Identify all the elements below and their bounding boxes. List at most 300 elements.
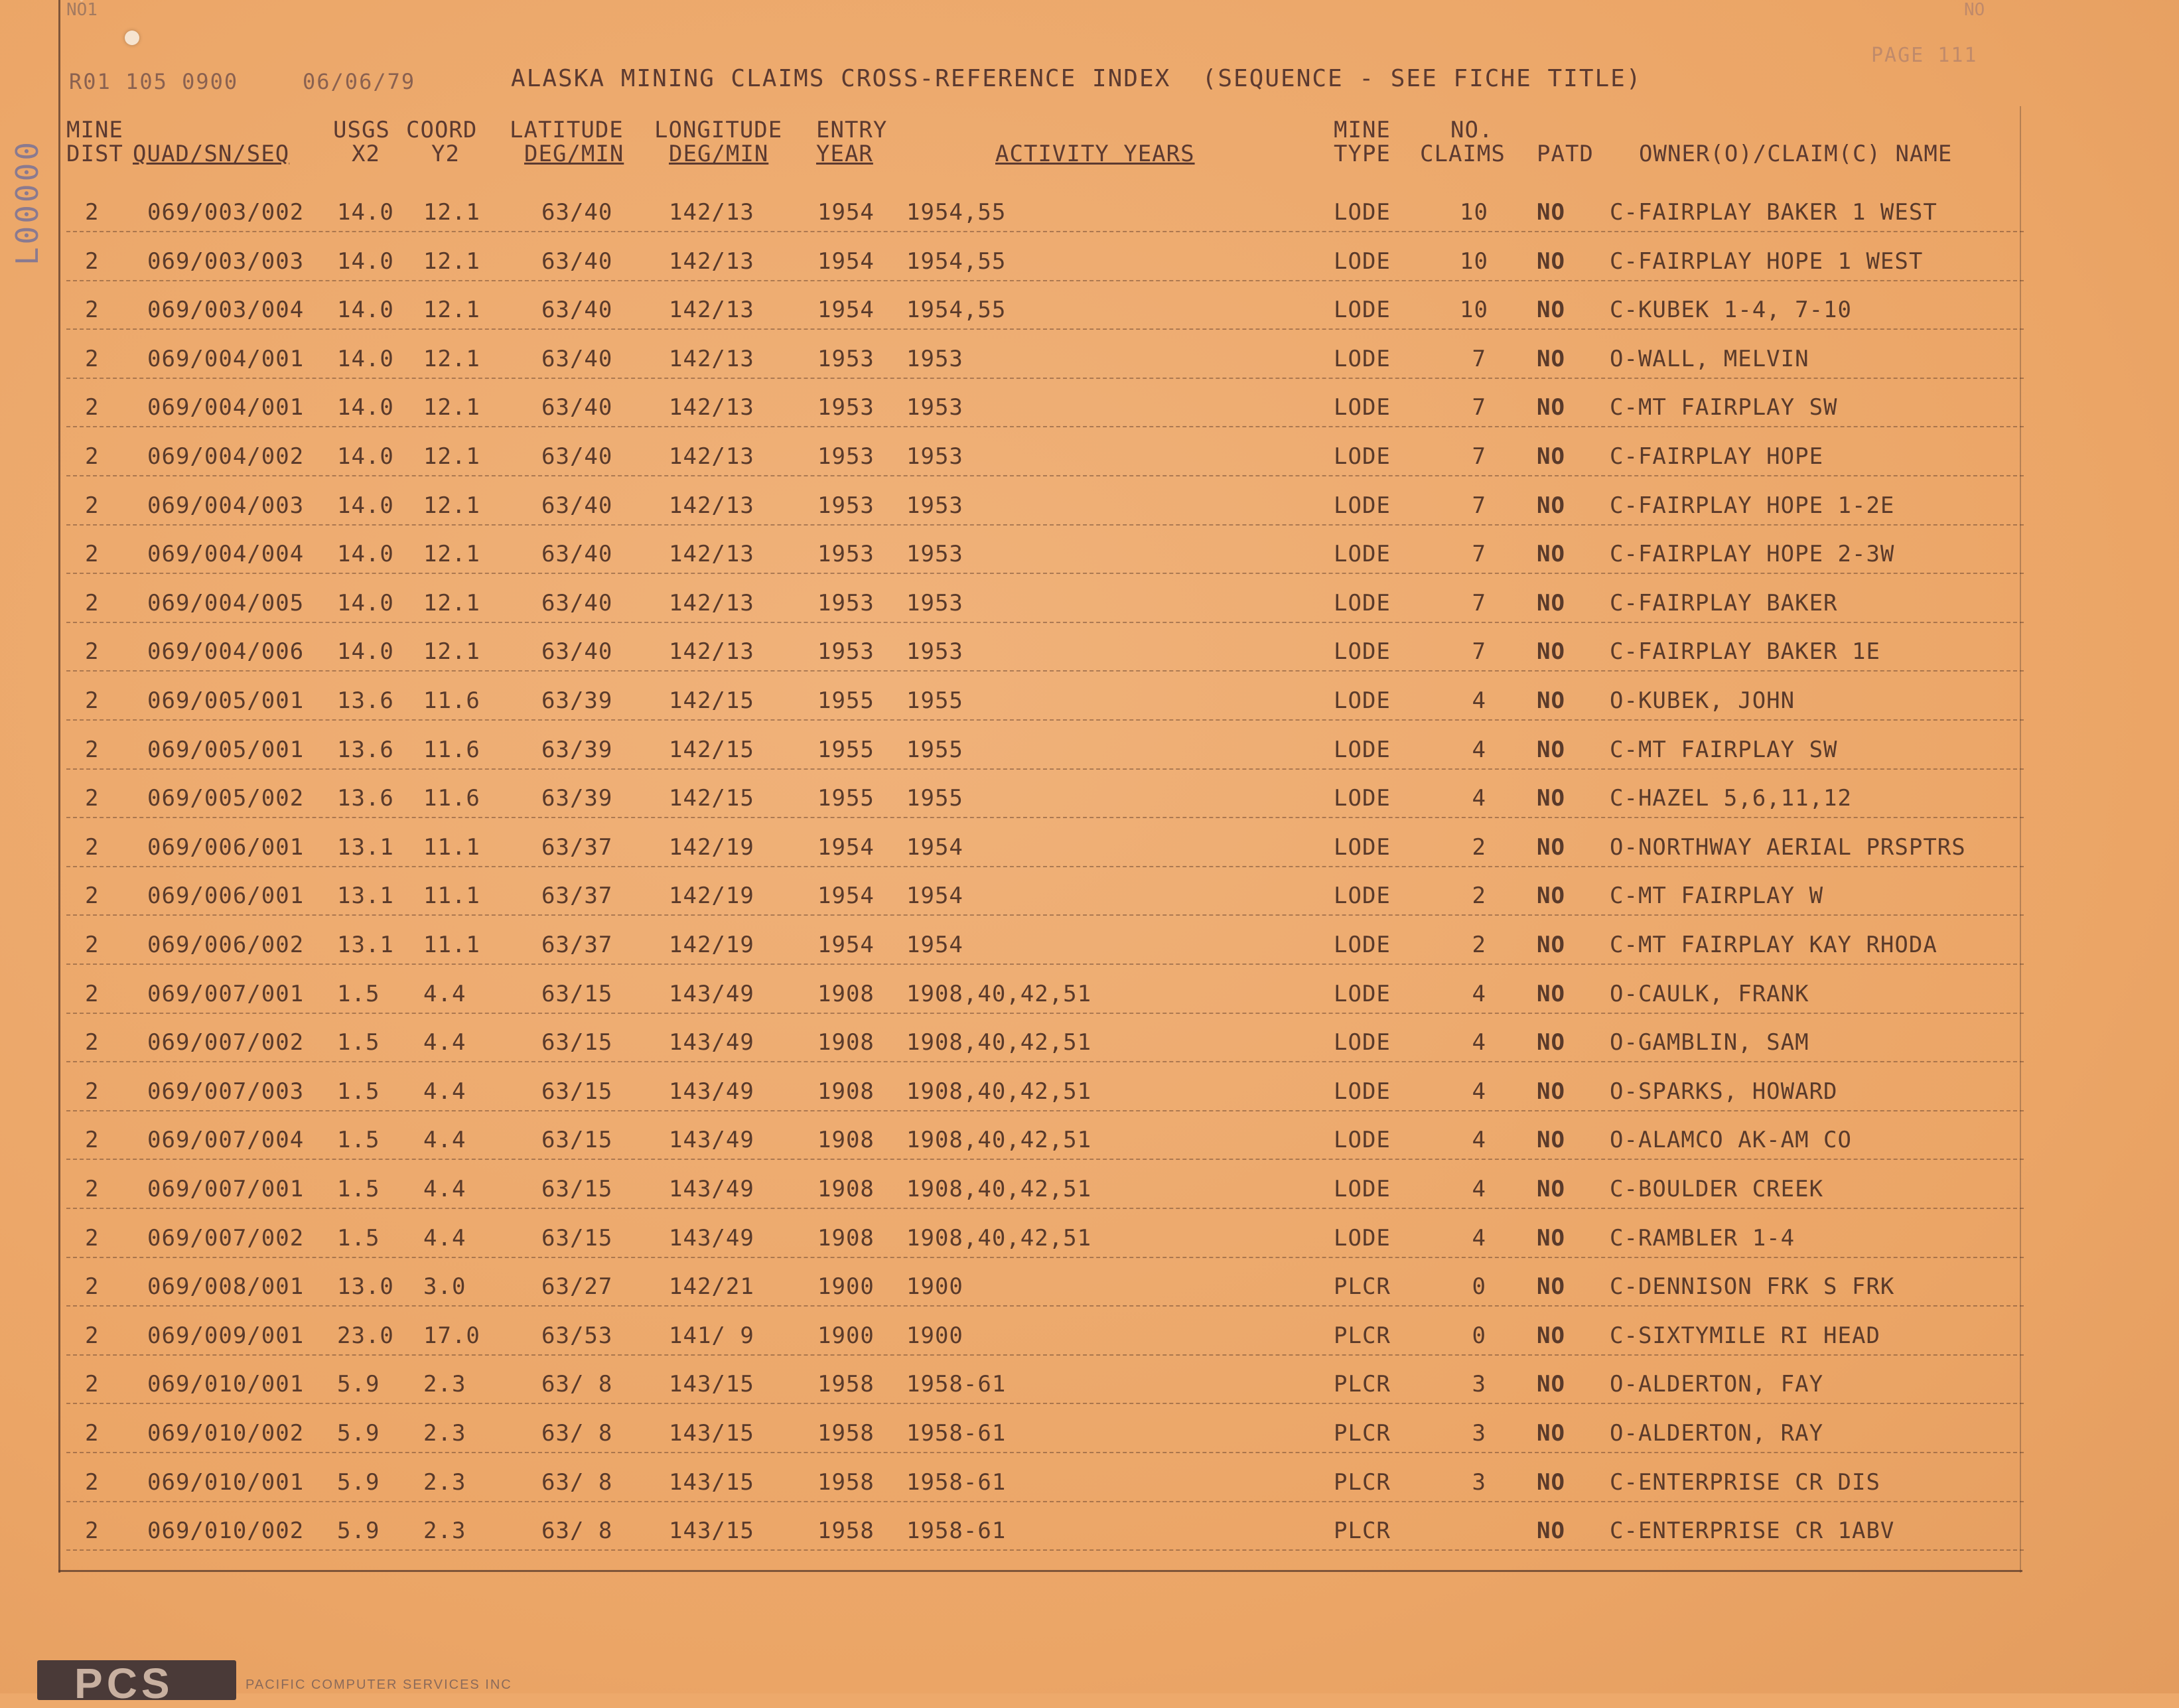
row-rule (66, 622, 2024, 623)
form-border-bottom (58, 1570, 2022, 1572)
cell-claims: 4 (1472, 785, 1486, 812)
cell-quad: 069/004/005 (147, 589, 305, 616)
table-row (0, 872, 2179, 920)
table-row (0, 921, 2179, 969)
cell-lon: 142/15 (669, 736, 754, 763)
cell-dist: 2 (85, 248, 100, 275)
cell-act: 1958-61 (906, 1420, 1007, 1447)
cell-quad: 069/006/001 (147, 833, 305, 861)
cell-y2: 12.1 (423, 492, 480, 519)
cell-x2: 1.5 (337, 1029, 380, 1056)
cell-act: 1953 (906, 345, 963, 372)
cell-dist: 2 (85, 1518, 100, 1545)
cell-quad: 069/007/004 (147, 1127, 305, 1154)
cell-lon: 143/49 (669, 1224, 754, 1251)
cell-owner: C-DENNISON FRK S FRK (1610, 1273, 1895, 1301)
cell-lon: 142/15 (669, 785, 754, 812)
cell-dist: 2 (85, 1420, 100, 1447)
cell-year: 1953 (817, 541, 875, 568)
cell-patd: NO (1537, 1468, 1565, 1496)
cell-x2: 13.1 (337, 883, 394, 910)
cell-type: LODE (1334, 297, 1391, 324)
cell-year: 1908 (817, 1029, 875, 1056)
cell-patd: NO (1537, 1371, 1565, 1398)
cell-patd: NO (1537, 736, 1565, 763)
cell-quad: 069/007/001 (147, 1176, 305, 1202)
fiche-code: L00000 (9, 139, 45, 266)
cell-quad: 069/004/002 (147, 443, 305, 470)
cell-patd: NO (1537, 1322, 1565, 1349)
cell-lat: 63/15 (541, 1176, 613, 1202)
cell-x2: 13.1 (337, 932, 394, 958)
cell-type: LODE (1334, 980, 1391, 1007)
cell-lat: 63/37 (541, 833, 613, 861)
cell-dist: 2 (85, 1176, 100, 1202)
row-rule (66, 573, 2024, 574)
cell-type: LODE (1334, 541, 1391, 568)
cell-patd: NO (1537, 345, 1565, 372)
cell-quad: 069/004/001 (147, 394, 305, 421)
cell-claims: 7 (1472, 492, 1486, 519)
cell-y2: 12.1 (423, 297, 480, 324)
col-type-bottom: TYPE (1334, 141, 1391, 167)
cell-lon: 142/13 (669, 248, 754, 275)
cell-lon: 142/13 (669, 541, 754, 568)
cell-act: 1908,40,42,51 (906, 1176, 1092, 1202)
cell-x2: 1.5 (337, 1127, 380, 1154)
cell-act: 1908,40,42,51 (906, 1224, 1092, 1251)
col-activity: ACTIVITY YEARS (995, 141, 1195, 167)
cell-x2: 5.9 (337, 1371, 380, 1398)
cell-x2: 23.0 (337, 1322, 394, 1349)
cell-owner: C-MT FAIRPLAY SW (1610, 394, 1838, 421)
col-lat-bottom: DEG/MIN (524, 141, 624, 167)
cell-act: 1900 (906, 1273, 963, 1301)
cell-y2: 12.1 (423, 345, 480, 372)
cell-patd: NO (1537, 541, 1565, 568)
cell-patd: NO (1537, 443, 1565, 470)
cell-lat: 63/40 (541, 297, 613, 324)
cell-claims: 4 (1472, 1176, 1486, 1202)
cell-lon: 142/19 (669, 833, 754, 861)
cell-claims: 0 (1472, 1322, 1486, 1349)
col-owner: OWNER(O)/CLAIM(C) NAME (1639, 141, 1953, 167)
cell-year: 1900 (817, 1273, 875, 1301)
cell-lon: 142/13 (669, 199, 754, 226)
cell-owner: C-FAIRPLAY BAKER 1 WEST (1610, 199, 1937, 226)
table-row (0, 774, 2179, 822)
cell-y2: 11.1 (423, 883, 480, 910)
cell-act: 1953 (906, 443, 963, 470)
cell-lat: 63/15 (541, 1127, 613, 1154)
top-left-ghost-text: NO1 (66, 0, 98, 20)
report-title: ALASKA MINING CLAIMS CROSS-REFERENCE INDEX (SEQUENCE - SEE FICHE TITLE) (511, 65, 1642, 92)
cell-lat: 63/37 (541, 932, 613, 958)
cell-dist: 2 (85, 736, 100, 763)
cell-quad: 069/007/001 (147, 980, 305, 1007)
cell-year: 1954 (817, 297, 875, 324)
cell-type: PLCR (1334, 1371, 1391, 1398)
cell-act: 1953 (906, 589, 963, 616)
cell-dist: 2 (85, 345, 100, 372)
cell-lat: 63/15 (541, 1078, 613, 1105)
table-row (0, 335, 2179, 383)
cell-lon: 143/15 (669, 1420, 754, 1447)
cell-dist: 2 (85, 1029, 100, 1056)
row-rule (66, 378, 2024, 379)
cell-type: LODE (1334, 736, 1391, 763)
cell-owner: O-KUBEK, JOHN (1610, 687, 1795, 714)
cell-lon: 142/13 (669, 345, 754, 372)
cell-dist: 2 (85, 589, 100, 616)
cell-lat: 63/40 (541, 394, 613, 421)
cell-quad: 069/008/001 (147, 1273, 305, 1301)
cell-owner: C-FAIRPLAY HOPE 1-2E (1610, 492, 1895, 519)
cell-act: 1908,40,42,51 (906, 1078, 1092, 1105)
row-rule (66, 914, 2024, 916)
cell-x2: 13.6 (337, 687, 394, 714)
cell-claims: 7 (1472, 541, 1486, 568)
cell-patd: NO (1537, 1176, 1565, 1202)
row-rule (66, 1061, 2024, 1062)
cell-dist: 2 (85, 443, 100, 470)
cell-x2: 14.0 (337, 199, 394, 226)
table-row (0, 970, 2179, 1018)
cell-act: 1900 (906, 1322, 963, 1349)
cell-dist: 2 (85, 297, 100, 324)
cell-year: 1955 (817, 785, 875, 812)
cell-lat: 63/40 (541, 492, 613, 519)
cell-type: LODE (1334, 345, 1391, 372)
cell-year: 1953 (817, 492, 875, 519)
table-row (0, 530, 2179, 578)
cell-dist: 2 (85, 1273, 100, 1301)
run-id: R01 105 0900 (69, 69, 239, 94)
cell-year: 1958 (817, 1420, 875, 1447)
table-row (0, 238, 2179, 285)
cell-dist: 2 (85, 1224, 100, 1251)
cell-x2: 14.0 (337, 248, 394, 275)
cell-year: 1955 (817, 687, 875, 714)
cell-year: 1953 (817, 345, 875, 372)
row-rule (66, 670, 2024, 672)
cell-x2: 13.6 (337, 736, 394, 763)
cell-lon: 143/49 (669, 1127, 754, 1154)
row-rule (66, 1013, 2024, 1014)
cell-quad: 069/005/001 (147, 687, 305, 714)
cell-lon: 142/13 (669, 297, 754, 324)
run-date: 06/06/79 (303, 69, 416, 94)
cell-act: 1953 (906, 492, 963, 519)
cell-patd: NO (1537, 1420, 1565, 1447)
cell-y2: 12.1 (423, 248, 480, 275)
cell-claims: 4 (1472, 687, 1486, 714)
cell-patd: NO (1537, 297, 1565, 324)
table-row (0, 823, 2179, 871)
cell-y2: 12.1 (423, 589, 480, 616)
cell-claims: 10 (1460, 248, 1488, 275)
cell-patd: NO (1537, 1273, 1565, 1301)
row-rule (66, 231, 2024, 232)
cell-act: 1954,55 (906, 199, 1007, 226)
row-rule (66, 817, 2024, 818)
cell-dist: 2 (85, 638, 100, 666)
cell-owner: C-FAIRPLAY BAKER (1610, 589, 1838, 616)
cell-patd: NO (1537, 1224, 1565, 1251)
cell-claims: 2 (1472, 932, 1486, 958)
cell-owner: C-FAIRPLAY HOPE 2-3W (1610, 541, 1895, 568)
cell-claims: 7 (1472, 394, 1486, 421)
cell-x2: 14.0 (337, 589, 394, 616)
cell-quad: 069/006/002 (147, 932, 305, 958)
cell-y2: 11.6 (423, 687, 480, 714)
cell-type: LODE (1334, 1029, 1391, 1056)
cell-quad: 069/009/001 (147, 1322, 305, 1349)
row-rule (66, 1159, 2024, 1160)
cell-lon: 142/13 (669, 492, 754, 519)
cell-year: 1953 (817, 443, 875, 470)
table-row (0, 1360, 2179, 1408)
cell-act: 1908,40,42,51 (906, 1029, 1092, 1056)
company-name: PACIFIC COMPUTER SERVICES INC (246, 1677, 512, 1692)
cell-quad: 069/010/002 (147, 1420, 305, 1447)
cell-year: 1953 (817, 394, 875, 421)
cell-y2: 2.3 (423, 1371, 466, 1398)
cell-quad: 069/005/002 (147, 785, 305, 812)
cell-owner: C-MT FAIRPLAY SW (1610, 736, 1838, 763)
punch-hole (125, 31, 139, 45)
col-x2-top: USGS (333, 117, 390, 143)
row-rule (66, 1501, 2024, 1502)
cell-x2: 14.0 (337, 443, 394, 470)
cell-quad: 069/005/001 (147, 736, 305, 763)
cell-dist: 2 (85, 1127, 100, 1154)
cell-x2: 5.9 (337, 1518, 380, 1545)
cell-quad: 069/003/004 (147, 297, 305, 324)
table-row (0, 1165, 2179, 1213)
cell-type: LODE (1334, 589, 1391, 616)
cell-patd: NO (1537, 932, 1565, 958)
cell-lon: 141/ 9 (669, 1322, 754, 1349)
cell-act: 1954 (906, 833, 963, 861)
cell-x2: 1.5 (337, 1176, 380, 1202)
cell-claims: 4 (1472, 1224, 1486, 1251)
col-quad: QUAD/SN/SEQ (133, 141, 290, 167)
table-row (0, 384, 2179, 431)
cell-y2: 2.3 (423, 1468, 466, 1496)
cell-type: LODE (1334, 883, 1391, 910)
cell-type: PLCR (1334, 1322, 1391, 1349)
col-y2-top: COORD (406, 117, 478, 143)
cell-owner: C-FAIRPLAY HOPE (1610, 443, 1824, 470)
cell-act: 1908,40,42,51 (906, 1127, 1092, 1154)
row-rule (66, 963, 2024, 965)
cell-patd: NO (1537, 1127, 1565, 1154)
cell-y2: 12.1 (423, 394, 480, 421)
cell-x2: 13.1 (337, 833, 394, 861)
cell-owner: C-SIXTYMILE RI HEAD (1610, 1322, 1880, 1349)
cell-quad: 069/006/001 (147, 883, 305, 910)
cell-claims: 4 (1472, 736, 1486, 763)
cell-x2: 14.0 (337, 345, 394, 372)
row-rule (66, 524, 2024, 526)
cell-owner: O-SPARKS, HOWARD (1610, 1078, 1838, 1105)
cell-claims: 0 (1472, 1273, 1486, 1301)
cell-patd: NO (1537, 638, 1565, 666)
cell-type: PLCR (1334, 1518, 1391, 1545)
cell-lat: 63/39 (541, 687, 613, 714)
col-dist-bottom: DIST (66, 141, 123, 167)
cell-type: LODE (1334, 785, 1391, 812)
cell-lon: 143/49 (669, 1176, 754, 1202)
cell-lon: 143/15 (669, 1518, 754, 1545)
cell-quad: 069/004/001 (147, 345, 305, 372)
table-row (0, 579, 2179, 627)
cell-lat: 63/15 (541, 980, 613, 1007)
cell-lon: 143/15 (669, 1371, 754, 1398)
cell-x2: 1.5 (337, 980, 380, 1007)
cell-lon: 142/15 (669, 687, 754, 714)
cell-owner: O-ALDERTON, RAY (1610, 1420, 1824, 1447)
cell-lat: 63/53 (541, 1322, 613, 1349)
cell-quad: 069/003/003 (147, 248, 305, 275)
cell-owner: O-NORTHWAY AERIAL PRSPTRS (1610, 833, 1966, 861)
cell-x2: 14.0 (337, 541, 394, 568)
row-rule (66, 1403, 2024, 1404)
cell-type: PLCR (1334, 1468, 1391, 1496)
cell-quad: 069/007/002 (147, 1224, 305, 1251)
table-row (0, 628, 2179, 676)
cell-patd: NO (1537, 833, 1565, 861)
cell-claims: 3 (1472, 1468, 1486, 1496)
row-rule (66, 768, 2024, 770)
cell-year: 1954 (817, 932, 875, 958)
cell-x2: 1.5 (337, 1224, 380, 1251)
cell-type: LODE (1334, 638, 1391, 666)
cell-year: 1954 (817, 883, 875, 910)
cell-type: LODE (1334, 1127, 1391, 1154)
cell-quad: 069/004/006 (147, 638, 305, 666)
cell-act: 1953 (906, 394, 963, 421)
cell-lat: 63/ 8 (541, 1468, 613, 1496)
row-rule (66, 866, 2024, 867)
table-row (0, 726, 2179, 774)
cell-lon: 142/13 (669, 589, 754, 616)
cell-y2: 12.1 (423, 443, 480, 470)
cell-lat: 63/ 8 (541, 1420, 613, 1447)
cell-patd: NO (1537, 785, 1565, 812)
table-row (0, 1459, 2179, 1506)
col-x2-bottom: X2 (352, 141, 380, 167)
cell-type: LODE (1334, 1078, 1391, 1105)
cell-dist: 2 (85, 1468, 100, 1496)
cell-lon: 143/49 (669, 980, 754, 1007)
cell-x2: 14.0 (337, 297, 394, 324)
cell-owner: O-WALL, MELVIN (1610, 345, 1809, 372)
cell-lon: 142/13 (669, 443, 754, 470)
row-rule (66, 280, 2024, 281)
cell-year: 1954 (817, 248, 875, 275)
cell-x2: 13.0 (337, 1273, 394, 1301)
cell-y2: 4.4 (423, 1078, 466, 1105)
cell-owner: C-KUBEK 1-4, 7-10 (1610, 297, 1852, 324)
cell-lon: 142/19 (669, 932, 754, 958)
cell-lat: 63/40 (541, 589, 613, 616)
cell-y2: 11.6 (423, 785, 480, 812)
cell-claims: 7 (1472, 443, 1486, 470)
cell-owner: O-GAMBLIN, SAM (1610, 1029, 1809, 1056)
cell-quad: 069/003/002 (147, 199, 305, 226)
cell-dist: 2 (85, 883, 100, 910)
cell-act: 1953 (906, 638, 963, 666)
row-rule (66, 1452, 2024, 1453)
cell-claims: 7 (1472, 345, 1486, 372)
cell-quad: 069/004/003 (147, 492, 305, 519)
cell-lon: 142/13 (669, 638, 754, 666)
cell-act: 1954 (906, 932, 963, 958)
cell-claims: 4 (1472, 1029, 1486, 1056)
cell-lat: 63/ 8 (541, 1518, 613, 1545)
cell-y2: 4.4 (423, 1029, 466, 1056)
table-row (0, 1214, 2179, 1262)
col-dist-top: MINE (66, 117, 123, 143)
row-rule (66, 328, 2024, 330)
cell-y2: 11.1 (423, 932, 480, 958)
cell-quad: 069/010/001 (147, 1371, 305, 1398)
cell-claims: 3 (1472, 1371, 1486, 1398)
cell-y2: 17.0 (423, 1322, 480, 1349)
cell-y2: 12.1 (423, 541, 480, 568)
col-patd: PATD (1537, 141, 1594, 167)
cell-y2: 4.4 (423, 1176, 466, 1202)
cell-quad: 069/004/004 (147, 541, 305, 568)
cell-type: LODE (1334, 394, 1391, 421)
cell-act: 1908,40,42,51 (906, 980, 1092, 1007)
cell-dist: 2 (85, 1078, 100, 1105)
row-rule (66, 1208, 2024, 1209)
row-rule (66, 1305, 2024, 1307)
cell-patd: NO (1537, 199, 1565, 226)
cell-act: 1954 (906, 883, 963, 910)
cell-y2: 2.3 (423, 1518, 466, 1545)
cell-claims: 10 (1460, 199, 1488, 226)
company-logo-text: PCS (74, 1660, 174, 1707)
cell-year: 1958 (817, 1468, 875, 1496)
cell-claims: 2 (1472, 883, 1486, 910)
cell-y2: 2.3 (423, 1420, 466, 1447)
cell-year: 1908 (817, 980, 875, 1007)
cell-quad: 069/010/001 (147, 1468, 305, 1496)
cell-dist: 2 (85, 785, 100, 812)
cell-lon: 143/49 (669, 1029, 754, 1056)
cell-x2: 5.9 (337, 1420, 380, 1447)
cell-type: LODE (1334, 248, 1391, 275)
cell-type: LODE (1334, 492, 1391, 519)
cell-year: 1908 (817, 1224, 875, 1251)
cell-dist: 2 (85, 1371, 100, 1398)
cell-act: 1955 (906, 687, 963, 714)
cell-y2: 4.4 (423, 1224, 466, 1251)
cell-patd: NO (1537, 394, 1565, 421)
table-row (0, 1263, 2179, 1311)
cell-owner: C-MT FAIRPLAY KAY RHODA (1610, 932, 1937, 958)
cell-claims: 4 (1472, 1078, 1486, 1105)
cell-lon: 142/21 (669, 1273, 754, 1301)
cell-type: LODE (1334, 1224, 1391, 1251)
table-row (0, 1409, 2179, 1457)
cell-act: 1954,55 (906, 248, 1007, 275)
cell-y2: 4.4 (423, 980, 466, 1007)
